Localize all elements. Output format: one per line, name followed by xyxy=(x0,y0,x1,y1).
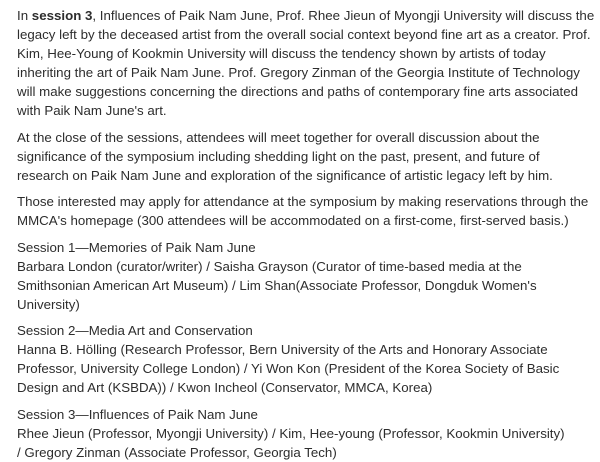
text-line: Smithsonian American Art Museum) / Lim Shan(Associate Professor, Dongduk Women's xyxy=(17,277,537,293)
reservation-info-paragraph xyxy=(17,192,590,230)
intro-paragraph xyxy=(17,6,595,120)
text-line: significance of the symposium including shedding light on the past, present, and future of xyxy=(17,148,540,164)
text-line: research on Paik Nam June and exploration of the significance of artistic legacy left by him. xyxy=(17,167,553,183)
session-3-bold-text: session 3 xyxy=(31,8,93,23)
text-line: legacy left by the deceased artist from the overall social context beyond fine art as a creator. Prof. xyxy=(17,27,591,42)
text-line: Hanna B. Hölling (Research Professor, Bern University of the Arts and Honorary Associate xyxy=(17,342,548,357)
text-line: Professor, University College London) / Yi Won Kon (President of the Korea Society of Basic xyxy=(17,361,560,376)
session-1-block xyxy=(17,238,590,314)
text-line: Those interested may apply for attendance at the symposium by making reservations through the xyxy=(17,194,589,209)
text-line: inheriting the art of Paik Nam June. Prof. Gregory Zinman of the Georgia Institute of Technology xyxy=(17,65,580,80)
text-line xyxy=(17,6,595,25)
session-3-title: Session 3—Influences of Paik Nam June xyxy=(17,406,258,422)
intro-line1-prefix: In xyxy=(17,8,32,23)
session-3-block xyxy=(17,405,590,462)
text-line: will make suggestions concerning the directions and paths of contemporary fine arts associated xyxy=(17,84,578,99)
text-line: Design and Art (KSBDA)) / Kwon Incheol (Conservator, MMCA, Korea) xyxy=(17,380,433,395)
text-line: / Gregory Zinman (Associate Professor, Georgia Tech) xyxy=(17,444,337,460)
text-line: University) xyxy=(17,296,80,312)
text-line: At the close of the sessions, attendees will meet together for overall discussion about the xyxy=(17,129,540,145)
session-2-block xyxy=(17,321,590,397)
text-line: MMCA's homepage (300 attendees will be accommodated on a first-come, first-served basis.) xyxy=(17,213,569,228)
text-line: with Paik Nam June's art. xyxy=(17,103,167,118)
closing-discussion-paragraph xyxy=(17,128,590,185)
session-1-title: Session 1—Memories of Paik Nam June xyxy=(17,239,256,255)
text-line: Rhee Jieun (Professor, Myongji University) / Kim, Hee-young (Professor, Kookmin University) xyxy=(17,425,565,441)
session-2-title: Session 2—Media Art and Conservation xyxy=(17,323,253,338)
text-line: Kim, Hee-Young of Kookmin University will discuss the tendency shown by artists of today xyxy=(17,46,546,61)
text-line: Barbara London (curator/writer) / Saisha Grayson (Curator of time-based media at the xyxy=(17,258,522,274)
intro-line1-rest: , Influences of Paik Nam June, Prof. Rhee Jieun of Myongji University will discuss the xyxy=(92,8,595,23)
